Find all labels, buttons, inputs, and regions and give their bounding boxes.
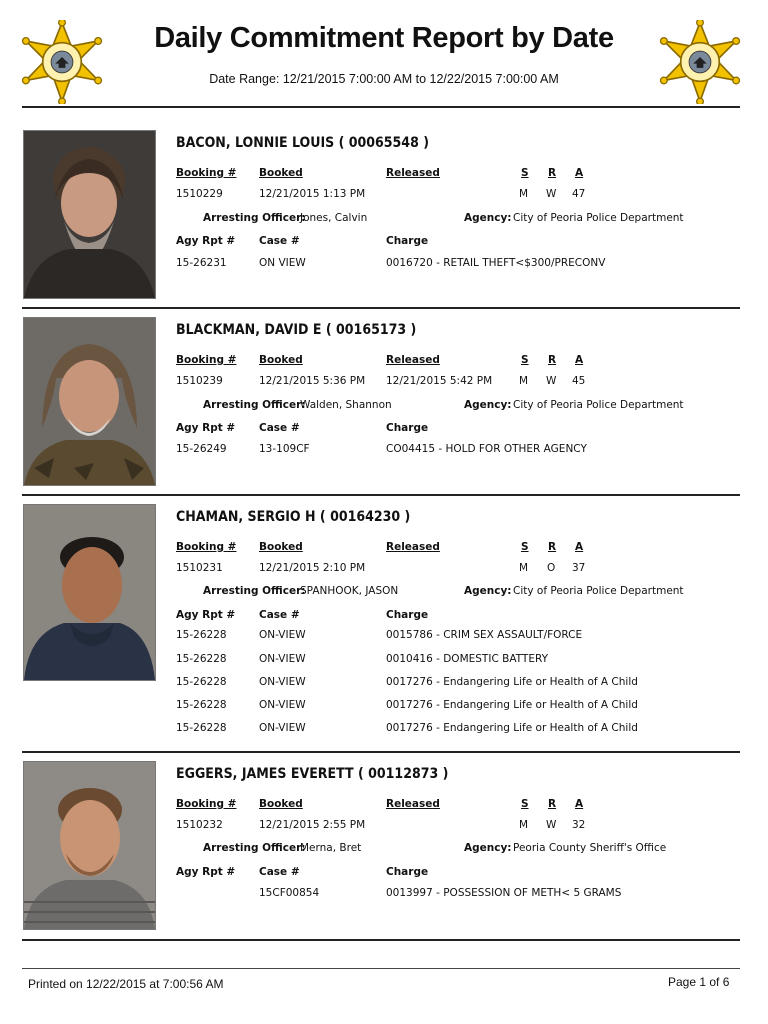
sex-value: M: [519, 188, 529, 200]
booked-datetime: 12/21/2015 2:10 PM: [259, 562, 366, 574]
case-header: Case #: [259, 422, 300, 434]
charge-header: Charge: [386, 235, 429, 247]
age-header: A: [575, 798, 584, 810]
arresting-officer-label: Arresting Officer:: [203, 585, 306, 597]
race-header: R: [548, 798, 557, 810]
age-value: 45: [572, 375, 586, 387]
age-value: 37: [572, 562, 586, 574]
printed-timestamp: Printed on 12/22/2015 at 7:00:56 AM: [28, 977, 224, 991]
record-divider: [22, 751, 740, 753]
sex-value: M: [519, 375, 529, 387]
mugshot-photo: [23, 317, 156, 486]
booking-number-header: Booking #: [176, 354, 237, 366]
charge-case: ON-VIEW: [259, 699, 306, 711]
booking-number-header: Booking #: [176, 798, 237, 810]
age-header: A: [575, 354, 584, 366]
case-header: Case #: [259, 235, 300, 247]
arresting-officer-label: Arresting Officer:: [203, 842, 306, 854]
charge-header: Charge: [386, 609, 429, 621]
arresting-officer-label: Arresting Officer:: [203, 399, 306, 411]
case-header: Case #: [259, 866, 300, 878]
page-indicator: Page 1 of 6: [668, 975, 730, 989]
charge-agy-rpt: 15-26228: [176, 653, 227, 665]
charge-description: 0015786 - CRIM SEX ASSAULT/FORCE: [386, 629, 583, 641]
race-header: R: [548, 167, 557, 179]
booked-datetime: 12/21/2015 1:13 PM: [259, 188, 366, 200]
agency-label: Agency:: [464, 399, 512, 411]
age-value: 47: [572, 188, 586, 200]
charge-agy-rpt: 15-26228: [176, 699, 227, 711]
header-divider: [22, 106, 740, 108]
charge-case: ON-VIEW: [259, 676, 306, 688]
sheriff-badge-right: [658, 20, 742, 104]
inmate-name: EGGERS, JAMES EVERETT ( 00112873 ): [176, 766, 449, 782]
booking-number: 1510231: [176, 562, 223, 574]
charge-description: 0017276 - Endangering Life or Health of A Child: [386, 699, 638, 711]
arresting-officer-label: Arresting Officer:: [203, 212, 306, 224]
agency-value: Peoria County Sheriff's Office: [513, 842, 667, 854]
charge-description: 0013997 - POSSESSION OF METH< 5 GRAMS: [386, 887, 622, 899]
charge-description: 0017276 - Endangering Life or Health of A Child: [386, 676, 638, 688]
arresting-officer-value: Merna, Bret: [300, 842, 362, 854]
booking-number: 1510239: [176, 375, 223, 387]
arresting-officer-value: Jones, Calvin: [300, 212, 368, 224]
booked-header: Booked: [259, 798, 303, 810]
sex-header: S: [521, 167, 529, 179]
arresting-officer-value: Walden, Shannon: [300, 399, 392, 411]
charge-case: 15CF00854: [259, 887, 320, 899]
race-value: W: [546, 188, 557, 200]
charge-case: 13-109CF: [259, 443, 310, 455]
inmate-name: BACON, LONNIE LOUIS ( 00065548 ): [176, 135, 429, 151]
booking-number: 1510232: [176, 819, 223, 831]
booking-number-header: Booking #: [176, 541, 237, 553]
charge-description: CO04415 - HOLD FOR OTHER AGENCY: [386, 443, 587, 455]
race-value: O: [547, 562, 556, 574]
arresting-officer-value: SPANHOOK, JASON: [300, 585, 399, 597]
mugshot-photo: [23, 130, 156, 299]
charge-description: 0017276 - Endangering Life or Health of A Child: [386, 722, 638, 734]
charge-agy-rpt: 15-26228: [176, 676, 227, 688]
charge-case: ON-VIEW: [259, 722, 306, 734]
agy-rpt-header: Agy Rpt #: [176, 235, 236, 247]
record-divider: [22, 307, 740, 309]
race-header: R: [548, 354, 557, 366]
charge-agy-rpt: 15-26249: [176, 443, 227, 455]
age-header: A: [575, 541, 584, 553]
mugshot-photo: [23, 761, 156, 930]
charge-agy-rpt: 15-26231: [176, 257, 227, 269]
charge-case: ON VIEW: [259, 257, 306, 269]
agency-label: Agency:: [464, 585, 512, 597]
agency-label: Agency:: [464, 212, 512, 224]
sex-header: S: [521, 354, 529, 366]
agy-rpt-header: Agy Rpt #: [176, 422, 236, 434]
booked-header: Booked: [259, 354, 303, 366]
sex-value: M: [519, 819, 529, 831]
agy-rpt-header: Agy Rpt #: [176, 609, 236, 621]
charge-agy-rpt: 15-26228: [176, 629, 227, 641]
agency-value: City of Peoria Police Department: [513, 585, 684, 597]
charge-agy-rpt: 15-26228: [176, 722, 227, 734]
record-divider: [22, 494, 740, 496]
footer-divider: [22, 968, 740, 969]
agy-rpt-header: Agy Rpt #: [176, 866, 236, 878]
sex-header: S: [521, 798, 529, 810]
released-datetime: 12/21/2015 5:42 PM: [386, 375, 493, 387]
booked-datetime: 12/21/2015 5:36 PM: [259, 375, 366, 387]
booked-header: Booked: [259, 541, 303, 553]
race-value: W: [546, 819, 557, 831]
charge-header: Charge: [386, 422, 429, 434]
charge-description: 0010416 - DOMESTIC BATTERY: [386, 653, 549, 665]
agency-label: Agency:: [464, 842, 512, 854]
sheriff-badge-left: [20, 20, 104, 104]
report-title: Daily Commitment Report by Date: [154, 22, 614, 54]
case-header: Case #: [259, 609, 300, 621]
booked-datetime: 12/21/2015 2:55 PM: [259, 819, 366, 831]
charge-case: ON-VIEW: [259, 653, 306, 665]
agency-value: City of Peoria Police Department: [513, 399, 684, 411]
released-header: Released: [386, 798, 440, 810]
released-header: Released: [386, 354, 440, 366]
charge-header: Charge: [386, 866, 429, 878]
released-header: Released: [386, 541, 440, 553]
race-header: R: [548, 541, 557, 553]
booking-number: 1510229: [176, 188, 223, 200]
sex-value: M: [519, 562, 529, 574]
age-value: 32: [572, 819, 586, 831]
mugshot-photo: [23, 504, 156, 681]
booking-number-header: Booking #: [176, 167, 237, 179]
booked-header: Booked: [259, 167, 303, 179]
agency-value: City of Peoria Police Department: [513, 212, 684, 224]
race-value: W: [546, 375, 557, 387]
inmate-name: CHAMAN, SERGIO H ( 00164230 ): [176, 509, 411, 525]
charge-case: ON-VIEW: [259, 629, 306, 641]
sex-header: S: [521, 541, 529, 553]
age-header: A: [575, 167, 584, 179]
charge-description: 0016720 - RETAIL THEFT<$300/PRECONV: [386, 257, 606, 269]
record-divider: [22, 939, 740, 941]
date-range: Date Range: 12/21/2015 7:00:00 AM to 12/22/2015 7:00:00 AM: [209, 72, 559, 86]
released-header: Released: [386, 167, 440, 179]
inmate-name: BLACKMAN, DAVID E ( 00165173 ): [176, 322, 417, 338]
